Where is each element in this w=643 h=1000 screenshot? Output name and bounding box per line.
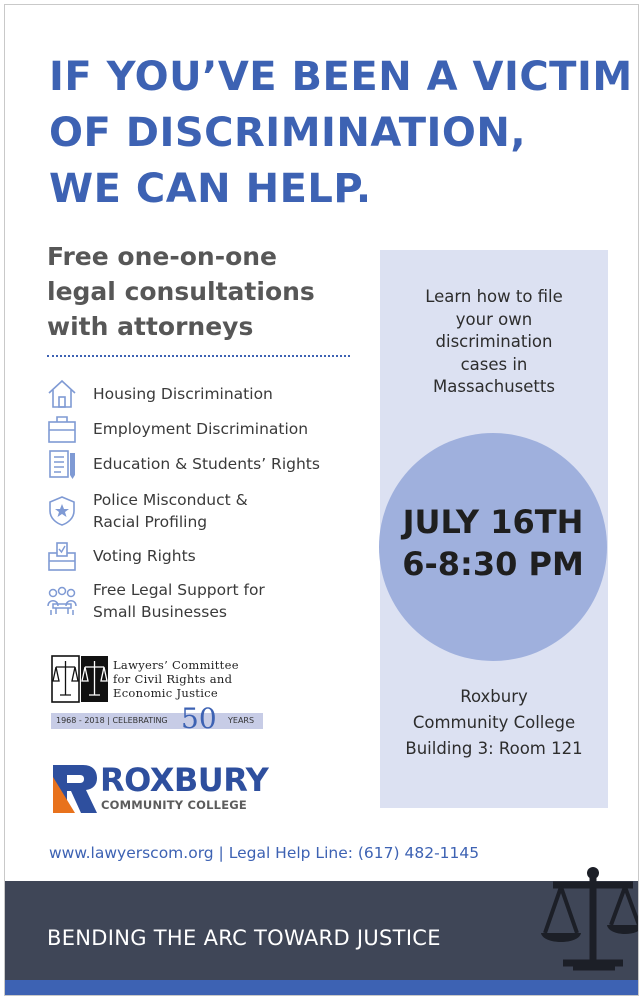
- service-label: Employment Discrimination: [93, 420, 309, 438]
- house-icon: [45, 377, 79, 411]
- lawyers-committee-name: [113, 658, 239, 700]
- service-label: Racial Profiling: [93, 513, 208, 531]
- event-datetime: [379, 501, 607, 585]
- subhead-line-1: Free one-on-one: [47, 242, 278, 271]
- lcc-name-line: for Civil Rights and: [113, 672, 233, 686]
- subhead: [47, 239, 367, 344]
- service-label: Education & Students’ Rights: [93, 455, 320, 473]
- service-label: Housing Discrimination: [93, 385, 273, 403]
- police-shield-icon: [45, 494, 79, 528]
- venue-line: Community College: [412, 713, 576, 732]
- venue-line: Roxbury: [460, 687, 528, 706]
- lawyers-committee-logo: [51, 655, 267, 737]
- service-label: Police Misconduct &: [93, 491, 248, 509]
- flyer: [4, 4, 639, 996]
- venue-line: Building 3: Room 121: [405, 739, 583, 758]
- subhead-line-3: with attorneys: [47, 312, 254, 341]
- dotted-divider: [47, 355, 350, 357]
- service-education: [45, 447, 365, 481]
- service-small-business: [45, 579, 365, 623]
- learn-line: Learn how to file: [425, 287, 563, 306]
- anniversary-years: 1968 - 2018 | CELEBRATING: [56, 716, 168, 725]
- event-time: 6-8:30 PM: [402, 545, 584, 583]
- roxbury-r-mark-icon: [53, 765, 97, 813]
- briefcase-icon: [45, 412, 79, 446]
- learn-line: discrimination: [435, 332, 553, 351]
- document-pencil-icon: [45, 447, 79, 481]
- footer-tagline: BENDING THE ARC TOWARD JUSTICE: [47, 926, 441, 950]
- ballot-box-icon: [45, 539, 79, 573]
- learn-line: Massachusetts: [433, 377, 555, 396]
- lcc-name-line: Lawyers’ Committee: [113, 658, 239, 672]
- event-date: JULY 16TH: [402, 503, 584, 541]
- anniversary-years-word: YEARS: [228, 716, 255, 725]
- venue-text: [380, 684, 608, 762]
- anniversary-bar: [51, 702, 263, 735]
- lcc-name-line: Economic Justice: [113, 686, 219, 700]
- contact-line: www.lawyerscom.org | Legal Help Line: (617) 482-1145: [49, 844, 480, 862]
- learn-text: [380, 286, 608, 399]
- headline-line-3: WE CAN HELP.: [49, 166, 372, 212]
- service-voting: [45, 539, 365, 573]
- anniversary-number: 50: [181, 702, 217, 735]
- roxbury-wordmark: ROXBURY: [100, 761, 269, 799]
- service-label: Small Businesses: [93, 603, 227, 621]
- learn-line: cases in: [460, 354, 528, 374]
- scales-of-justice-icon: [533, 863, 639, 978]
- service-housing: [45, 377, 365, 411]
- roxbury-logo: [53, 761, 273, 815]
- people-group-icon: [45, 584, 79, 618]
- headline-line-2: OF DISCRIMINATION,: [49, 110, 527, 156]
- headline: [49, 49, 633, 217]
- subhead-line-2: legal consultations: [47, 277, 315, 306]
- service-employment: [45, 412, 365, 446]
- headline-line-1: IF YOU’VE BEEN A VICTIM: [49, 54, 633, 100]
- bottom-accent-bar: [5, 980, 639, 996]
- service-label: Free Legal Support for: [93, 581, 265, 599]
- service-police: [45, 489, 365, 533]
- service-label: Voting Rights: [93, 547, 196, 565]
- scales-of-justice-icon: [51, 655, 109, 703]
- learn-line: your own: [455, 309, 533, 329]
- roxbury-subtitle: COMMUNITY COLLEGE: [101, 798, 247, 812]
